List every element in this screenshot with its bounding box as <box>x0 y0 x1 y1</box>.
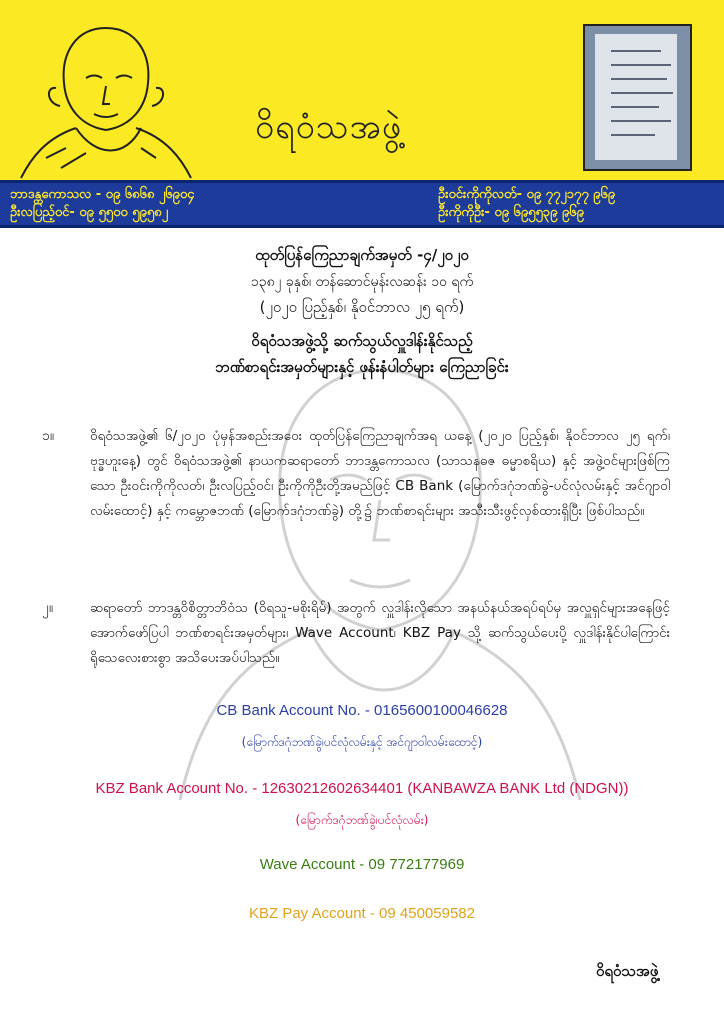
contact-bar <box>0 180 724 228</box>
subject-line-1: ဝိရဝံသအဖွဲ့သို့ ဆက်သွယ်လှူဒါန်းနိုင်သည့် <box>251 332 473 350</box>
paragraph-2-number: ၂။ <box>42 600 54 616</box>
contact-right-bottom: ဦးကိုကိုဦး- ၀၉ ၆၉၅၅၃၉ ၉၆၉ <box>438 205 584 220</box>
kbz-bank-branch: (မြောက်ဒဂုံဘဏ်ခွဲ၊ပင်လုံလမ်း) <box>295 813 429 827</box>
paragraph-1-number: ၁။ <box>42 428 55 444</box>
header-banner <box>0 0 724 180</box>
organization-title: ဝိရဝံသအဖွဲ့ <box>255 107 403 147</box>
contact-left-bottom: ဦးလပြည့်ဝင်- ၀၉ ၅၅၀၀ ၅၉၅၈၂ <box>10 205 168 220</box>
subject-line-2: ဘဏ်စာရင်းအမှတ်များနှင့် ဖုန်းနံပါတ်များ ကြေညာခြင်း <box>215 358 509 376</box>
paragraph-1: ဝိရဝံသအဖွဲ့၏ ၆/၂၀၂၀ ပုံမှန်အစည်းအဝေး ထုတ်ပြန်ကြေညာချက်အရ ယနေ့ (၂၀၂၀ ပြည့်နှစ်၊ နိုဝင်ဘာလ ၂၅ ရက်၊ ဗုဒ္ဓဟူးနေ့) တွင် ဝိရဝံသအဖွဲ့၏ နာယကဆရာတော် ဘာဒန္တကောသလ (သာသနဓဇ ဓမ္မာစရိယ) နှင့် အဖွဲ့ဝင်များဖြစ်ကြသော ဦးဝင်းကိုကိုလတ်၊ ဦးလပြည့်ဝင်၊ ဦးကိုကိုဦးတို့အမည်ဖြင့် CB Bank (မြောက်ဒဂုံဘဏ်ခွဲ-ပင်လုံလမ်းနှင့် အင်ဂျာဝါလမ်းထောင့်) နှင့် ကမ္ဘောဇဘဏ် (မြောက်ဒဂုံဘဏ်ခွဲ) တို့၌ ဘဏ်စာရင်းများ အသီးသီးဖွင့်လှစ်ထားရှိပြီး ဖြစ်ပါသည်။ <box>90 428 670 519</box>
myanmar-date: ၁၃၈၂ ခုနှစ်၊ တန်ဆောင်မုန်းလဆန်း ၁၀ ရက် <box>250 274 474 290</box>
contact-right-top: ဦးဝင်းကိုကိုလတ်- ၀၉ ၇၇၂၁၇၇ ၉၆၉ <box>438 187 616 202</box>
paragraph-2: ဆရာတော် ဘာဒန္တဝိစိတ္တာဘိဝံသ (ဝိရသူ-မစိုးရိမ်) အတွက် လှူဒါန်းလိုသော အနယ်နယ်အရပ်ရပ်မှ အလှူရှင်များအနေဖြင့် အောက်ဖော်ပြပါ ဘဏ်စာရင်းအမှတ်များ၊ Wave Account၊ KBZ Pay သို့ ဆက်သွယ်ပေးပို့ လှူဒါန်းနိုင်ပါကြောင်း ရိုသေလေးစားစွာ အသိပေးအပ်ပါသည်။ <box>90 600 670 666</box>
contact-left-top: ဘာဒန္တကောသလ - ၀၉ ၆၈၆၈ ၂၆၉၀၄ <box>10 187 195 202</box>
reference-number: ထုတ်ပြန်ကြေညာချက်အမှတ် -၄/၂၀၂၀ <box>255 246 469 264</box>
monk-portrait-icon <box>16 8 196 180</box>
letter-photo <box>583 24 692 171</box>
western-date: (၂၀၂၀ ပြည့်နှစ်၊ နိုဝင်ဘာလ ၂၅ ရက်) <box>259 298 465 316</box>
signoff: ဝိရဝံသအဖွဲ့ <box>596 962 659 980</box>
kbz-bank-account: KBZ Bank Account No. - 12630212602634401 (KANBAWZA BANK Ltd (NDGN)) <box>95 780 629 797</box>
cb-bank-account: CB Bank Account No. - 0165600100046628 <box>216 702 508 719</box>
wave-account: Wave Account - 09 772177969 <box>259 856 465 873</box>
kbz-pay-account: KBZ Pay Account - 09 450059582 <box>249 905 475 922</box>
cb-bank-branch: (မြောက်ဒဂုံဘဏ်ခွဲ၊ပင်လုံလမ်းနှင့် အင်ဂျာဝါလမ်းထောင့်) <box>241 735 483 749</box>
